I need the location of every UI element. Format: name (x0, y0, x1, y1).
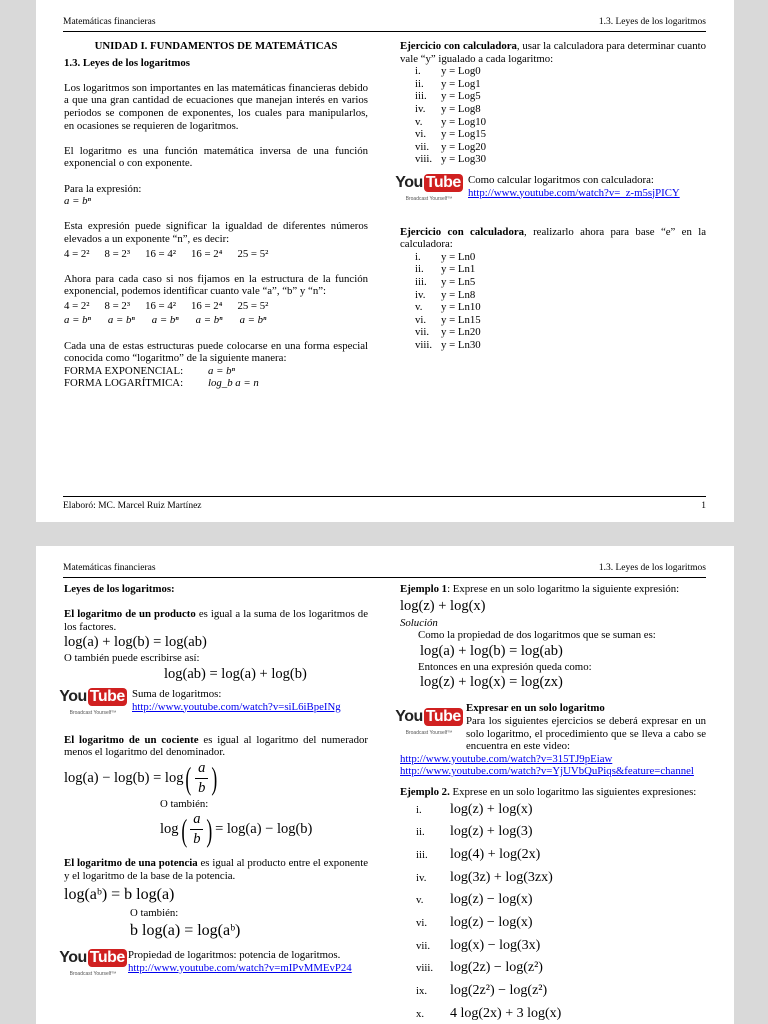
item-value: y = Log8 (441, 102, 481, 115)
quotient-equation (64, 759, 368, 798)
right-paren: ) (211, 760, 218, 797)
youtube-tagline: Broadcast Yourself™ (405, 730, 453, 737)
example2-text: Exprese en un solo logaritmo las siguientes expresiones: (449, 785, 697, 798)
header-right: 1.3. Leyes de los logaritmos (598, 17, 706, 27)
item-number: viii. (415, 338, 433, 351)
also-label-2: O también: (130, 906, 179, 919)
example-item: 8 = 2³ (104, 247, 131, 260)
list-item (400, 957, 706, 980)
page1-right-column (395, 40, 706, 351)
item-expression: log(4) + log(2x) (450, 846, 541, 862)
list-item (400, 301, 706, 314)
video-express-link-2[interactable]: http://www.youtube.com/watch?v=YjUVbQuPiqs&feature=channel (400, 765, 694, 778)
fraction (195, 759, 208, 798)
example1-bold: Ejemplo 1 (400, 583, 448, 595)
item-value: y = Log30 (441, 153, 487, 166)
definition-paragraph: El logaritmo es una función matemática inversa de una función exponencial o con exponente. (64, 144, 368, 170)
quotient-law-bold: El logaritmo de un cociente (64, 733, 199, 746)
list-item (400, 141, 706, 154)
example-item: 16 = 2⁴ (190, 299, 223, 312)
page-header (63, 563, 706, 573)
generic-item: a = bⁿ (239, 314, 267, 327)
fraction-numerator: a (190, 810, 203, 830)
product-equation: log(a) + log(b) = log(ab) (64, 634, 207, 651)
list-item (400, 263, 706, 276)
power-equation-2: b log(a) = log(aᵇ) (130, 922, 241, 940)
youtube-tagline: Broadcast Yourself™ (69, 709, 117, 716)
list-item (400, 276, 706, 289)
left-paren: ( (185, 760, 192, 797)
item-expression: log(3z) + log(3zx) (450, 869, 553, 885)
youtube-logo[interactable] (59, 687, 125, 720)
youtube-you: You (395, 173, 423, 191)
structures-paragraph: Cada una de estas estructuras puede colocarse en una forma especial conocida como “logaritmo” de la siguiente manera: (64, 339, 368, 365)
generic-item: a = bⁿ (151, 314, 179, 327)
item-value: y = Log15 (441, 128, 487, 141)
video1-caption: Como calcular logaritmos con calculadora: (468, 173, 654, 186)
example-item: 4 = 2² (64, 247, 90, 260)
video-power-row (59, 949, 368, 981)
video1-row (395, 173, 706, 206)
example1-intro (400, 583, 706, 596)
item-number: ix. (416, 985, 428, 998)
generic-item: a = bⁿ (107, 314, 135, 327)
page1-left-column (64, 40, 368, 390)
generic-row (64, 314, 368, 327)
item-expression: log(2z) − log(z²) (450, 960, 543, 976)
video-power-link[interactable]: http://www.youtube.com/watch?v=mIPvMMEvP24 (128, 961, 352, 974)
list-item (400, 326, 706, 339)
exercise1-intro (400, 40, 706, 65)
example-item: 4 = 2² (64, 299, 90, 312)
item-value: y = Ln10 (441, 301, 481, 314)
item-value: y = Ln30 (441, 338, 481, 351)
item-value: y = Ln5 (441, 275, 476, 288)
video-express-text: Para los siguientes ejercicios se deberá expresar en un solo logaritmo, el procedimiento que se lleva a cabo se encuentra en este video: (466, 714, 706, 753)
item-expression: log(z) − log(x) (450, 892, 533, 908)
item-value: y = Log20 (441, 140, 487, 153)
item-number: ii. (416, 826, 425, 839)
quotient-law-text: es igual al logaritmo del numerador menos el logaritmo del denominador. (64, 733, 368, 759)
fraction-numerator: a (195, 759, 208, 779)
header-right: 1.3. Leyes de los logaritmos (598, 563, 706, 573)
exercise2-intro (400, 226, 706, 251)
item-expression: log(z) + log(x) (450, 801, 533, 817)
right-paren: ) (206, 811, 213, 848)
item-expression: 4 log(2x) + 3 log(x) (450, 1005, 562, 1021)
list-item (400, 799, 706, 822)
solution-equation: log(a) + log(b) = log(ab) (420, 642, 563, 659)
item-value: y = Log1 (441, 77, 481, 90)
product-equation-2: log(ab) = log(a) + log(b) (164, 665, 307, 682)
power-equation: log(aᵇ) = b log(a) (64, 885, 175, 903)
header-rule (63, 577, 706, 578)
then-text: Entonces en una expresión queda como: (418, 660, 592, 673)
item-value: y = Ln15 (441, 313, 481, 326)
video-sum-link[interactable]: http://www.youtube.com/watch?v=siL6iBpeINg (132, 700, 341, 713)
product-law-text: es igual a la suma de los logaritmos de los factores. (64, 608, 368, 633)
item-number: i. (416, 803, 422, 816)
unit-title: UNIDAD I. FUNDAMENTOS DE MATEMÁTICAS (94, 40, 338, 52)
item-number: iv. (415, 288, 426, 301)
example-item: 25 = 5² (237, 247, 269, 260)
list-item (400, 912, 706, 935)
youtube-logo[interactable] (395, 708, 461, 740)
form-log-value: log_b a = n (208, 377, 259, 390)
document-page-2 (36, 546, 734, 1024)
item-number: vi. (415, 128, 427, 141)
example-item: 16 = 2⁴ (190, 247, 223, 260)
youtube-you: You (59, 687, 87, 705)
item-number: v. (415, 301, 423, 314)
fraction-denominator: b (198, 779, 206, 796)
list-item (400, 821, 706, 844)
examples-repeat-row (64, 300, 368, 313)
solution-text: Como la propiedad de dos logaritmos que se suman es: (418, 629, 656, 642)
page-number: 1 (701, 501, 706, 511)
youtube-you: You (395, 708, 423, 726)
item-number: vii. (415, 140, 430, 153)
quotient-rhs: = log(a) − log(b) (215, 821, 313, 838)
generic-item: a = bⁿ (64, 314, 91, 327)
item-number: v. (415, 115, 423, 128)
example2-bold: Ejemplo 2. (400, 785, 450, 798)
generic-item: a = bⁿ (195, 314, 223, 327)
item-number: ii. (415, 263, 424, 276)
video-express-link-1[interactable]: http://www.youtube.com/watch?v=315TJ9pEiaw (400, 752, 613, 765)
solution-label: Solución (400, 616, 438, 629)
list-item (400, 867, 706, 890)
item-value: y = Log0 (441, 65, 481, 78)
item-value: y = Log10 (441, 115, 487, 128)
list-item (400, 980, 706, 1003)
item-number: vi. (416, 917, 428, 930)
youtube-tube: Tube (425, 173, 461, 191)
list-item (400, 90, 706, 103)
expression-label: Para la expresión: (64, 182, 142, 195)
left-paren: ( (180, 811, 187, 848)
youtube-you: You (59, 949, 87, 967)
youtube-tagline: Broadcast Yourself™ (405, 195, 453, 202)
item-expression: log(2z²) − log(z²) (450, 983, 548, 999)
youtube-tube: Tube (89, 687, 125, 705)
item-number: iii. (415, 275, 427, 288)
quotient-equation-2 (64, 810, 368, 849)
video-sum-row (59, 687, 368, 720)
header-left: Matemáticas financieras (63, 563, 156, 573)
exercise2-bold: Ejercicio con calculadora (400, 225, 525, 238)
list-item (400, 339, 706, 352)
list-item (400, 314, 706, 327)
product-law-bold: El logaritmo de un producto (64, 608, 196, 621)
item-number: i. (415, 65, 421, 78)
footer-author: Elaboró: MC. Marcel Ruiz Martínez (63, 501, 202, 511)
power-law (64, 857, 368, 882)
item-number: vii. (415, 326, 430, 339)
observe-paragraph: Ahora para cada caso si nos fijamos en la estructura de la función exponencial, podemos identificar cuanto vale “a”, “b” y “n”: (64, 272, 368, 298)
item-expression: log(x) − log(3x) (450, 937, 541, 953)
quotient-law (64, 734, 368, 759)
item-number: iv. (415, 102, 426, 115)
youtube-logo[interactable] (395, 173, 461, 206)
item-number: i. (415, 250, 421, 263)
exercise1-list (400, 65, 706, 166)
page2-left-column (59, 583, 368, 981)
section-title: 1.3. Leyes de los logaritmos (64, 56, 190, 69)
power-law-text: es igual al producto entre el exponente y el logaritmo de la base de la potencia. (64, 857, 368, 882)
list-item (400, 935, 706, 958)
form-exp-label: FORMA EXPONENCIAL: (64, 364, 184, 377)
item-value: y = Ln20 (441, 326, 481, 339)
expression-formula: a = bⁿ (64, 195, 91, 208)
list-item (400, 116, 706, 129)
example2-intro (400, 786, 706, 799)
video-sum-caption: Suma de logaritmos: (132, 687, 222, 700)
fraction-denominator: b (193, 831, 201, 848)
exercise1-text: , usar la calculadora para determinar cuanto vale “y” igualado a cada logaritmo: (400, 40, 706, 65)
item-number: v. (416, 894, 424, 907)
example-item: 25 = 5² (237, 299, 269, 312)
video-express-title: Expresar en un solo logaritmo (466, 702, 605, 715)
list-item (400, 289, 706, 302)
power-law-bold: El logaritmo de una potencia (64, 857, 198, 870)
list-item (400, 128, 706, 141)
also-label: O también: (160, 797, 209, 810)
item-number: ii. (415, 77, 424, 90)
video-power-caption: Propiedad de logaritmos: potencia de logaritmos. (128, 949, 341, 962)
footer-rule (63, 496, 706, 497)
video1-link[interactable]: http://www.youtube.com/watch?v=_z-m5sjPICY (468, 186, 680, 199)
exercise1-bold: Ejercicio con calculadora (400, 40, 517, 52)
form-log-row (64, 377, 368, 390)
example-item: 8 = 2³ (104, 299, 131, 312)
example2-list (400, 799, 706, 1024)
page-footer (63, 501, 706, 511)
page2-right-column (395, 583, 706, 1024)
example-item: 16 = 4² (145, 299, 176, 312)
youtube-tube: Tube (425, 708, 461, 726)
page-header (63, 17, 706, 27)
examples-row (64, 248, 368, 261)
list-item (400, 844, 706, 867)
header-rule (63, 31, 706, 32)
quotient-log: log (160, 821, 179, 838)
product-law (64, 608, 368, 633)
example1-text: : Exprese en un solo logaritmo la siguiente expresión: (447, 583, 680, 595)
example1-equation: log(z) + log(x) (400, 597, 486, 614)
item-number: viii. (416, 962, 434, 975)
header-left: Matemáticas financieras (63, 17, 156, 27)
then-equation: log(z) + log(x) = log(zx) (420, 674, 563, 691)
item-number: iii. (416, 848, 428, 861)
list-item (400, 65, 706, 78)
item-number: iii. (415, 90, 427, 103)
means-paragraph: Esta expresión puede significar la igualdad de diferentes números elevados a un exponente “n”, es decir: (64, 220, 368, 245)
also-written: O también puede escribirse así: (64, 652, 200, 665)
list-item (400, 889, 706, 912)
youtube-tube: Tube (89, 949, 125, 967)
item-value: y = Ln0 (441, 250, 476, 263)
list-item (400, 78, 706, 91)
item-number: viii. (415, 153, 433, 166)
item-expression: log(z) + log(3) (450, 824, 533, 840)
youtube-logo[interactable] (59, 949, 125, 981)
list-item (400, 103, 706, 116)
exercise2-list (400, 251, 706, 352)
youtube-tagline: Broadcast Yourself™ (69, 971, 117, 978)
form-exp-row (64, 365, 368, 378)
laws-title: Leyes de los logaritmos: (64, 583, 175, 595)
form-log-label: FORMA LOGARÍTMICA: (64, 377, 184, 390)
fraction (190, 810, 203, 849)
item-value: y = Ln8 (441, 288, 476, 301)
item-value: y = Log5 (441, 90, 481, 103)
list-item (400, 153, 706, 166)
item-number: x. (416, 1007, 425, 1020)
list-item (400, 251, 706, 264)
document-page-1 (36, 0, 734, 522)
intro-paragraph: Los logaritmos son importantes en las matemáticas financieras debido a que una gran cantidad de ecuaciones que manejan interés en varios periodos se componen de exponentes, los cuales para manipularlos, en ocasiones se requieren de logaritmos. (64, 81, 368, 132)
item-expression: log(z) − log(x) (450, 915, 533, 931)
exercise2-text: , realizarlo ahora para base “e” en la calculadora: (400, 225, 706, 251)
example-item: 16 = 4² (145, 247, 176, 260)
item-number: vii. (416, 939, 431, 952)
list-item (400, 1003, 706, 1024)
video-express-row (395, 702, 706, 753)
quotient-lhs: log(a) − log(b) = log (64, 769, 184, 786)
item-number: iv. (416, 871, 427, 884)
form-exp-value: a = bⁿ (208, 364, 235, 377)
item-value: y = Ln1 (441, 263, 476, 276)
item-number: vi. (415, 313, 427, 326)
